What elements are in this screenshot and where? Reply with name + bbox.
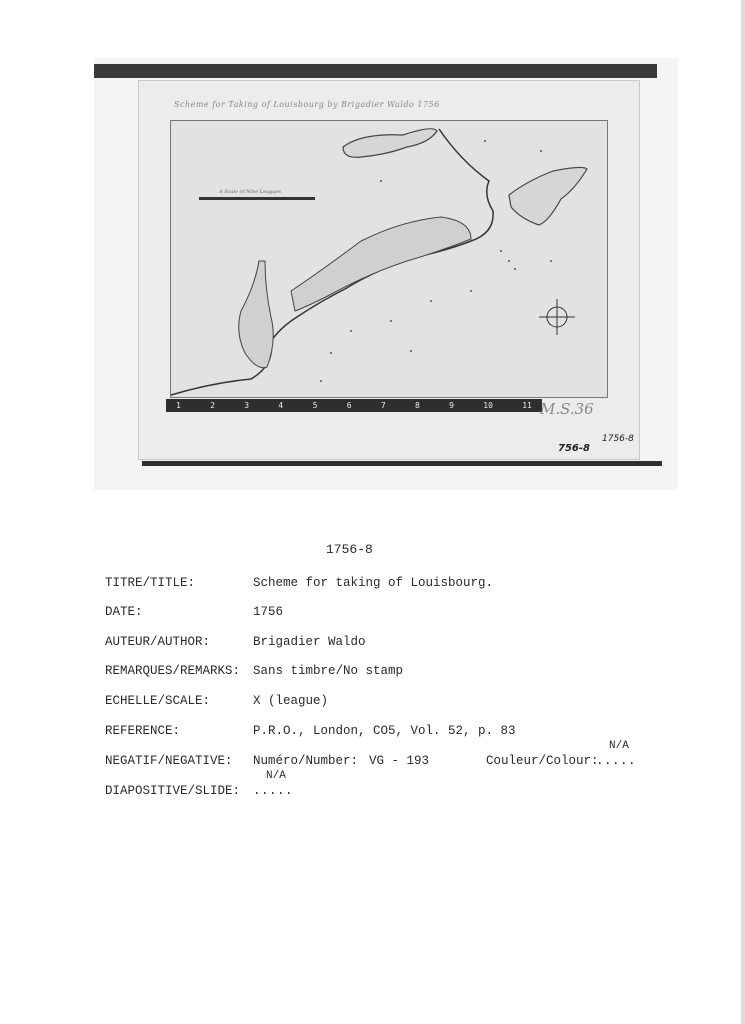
field-label: REMARQUES/REMARKS:	[105, 664, 241, 678]
field-label: NEGATIF/NEGATIVE:	[105, 754, 233, 768]
map-title: Scheme for Taking of Louisbourg by Brigadier Waldo 1756	[174, 100, 440, 109]
scale-number: 7	[380, 401, 386, 410]
field-value: 1756	[253, 605, 284, 619]
field-value: X (league)	[253, 694, 329, 708]
scale-number: 3	[244, 401, 250, 410]
north-island	[343, 129, 437, 158]
compass-rose-icon	[539, 299, 575, 335]
slide-field	[253, 770, 294, 798]
field-value: P.R.O., London, CO5, Vol. 52, p. 83	[253, 724, 516, 738]
scale-number: 4	[278, 401, 284, 410]
record-id: 1756-8	[326, 542, 373, 557]
scale-number: 5	[312, 401, 318, 410]
field-label: ECHELLE/SCALE:	[105, 694, 211, 708]
colour-value: N/A	[609, 740, 629, 752]
archive-mark: M.S.36	[540, 400, 594, 418]
scale-number: 1	[176, 401, 181, 410]
field-label: TITRE/TITLE:	[105, 576, 196, 590]
east-island	[509, 167, 587, 225]
scale-number: 8	[414, 401, 420, 410]
negative-number-value: VG - 193	[369, 754, 430, 768]
slide-value: N/A	[266, 770, 286, 782]
colour-dots: .....	[596, 754, 637, 768]
scale-bar	[199, 197, 315, 200]
field-label: DATE:	[105, 605, 143, 619]
photo-bottom-band	[142, 461, 662, 466]
map-frame	[170, 120, 608, 398]
scale-number: 10	[483, 401, 493, 410]
colour-field	[596, 740, 637, 768]
field-label: REFERENCE:	[105, 724, 181, 738]
photo-number-secondary: 1756-8	[602, 434, 634, 444]
scale-number: 11	[522, 401, 532, 410]
map-drawing	[171, 121, 607, 397]
field-label: AUTEUR/AUTHOR:	[105, 635, 211, 649]
field-value: Scheme for taking of Louisbourg.	[253, 576, 494, 590]
slide-dots: .....	[253, 784, 294, 798]
scale-number: 2	[210, 401, 215, 410]
field-value: Brigadier Waldo	[253, 635, 366, 649]
negative-number-label: Numéro/Number:	[253, 754, 359, 768]
scale-number: 6	[346, 401, 352, 410]
peninsula	[291, 217, 471, 311]
west-land	[239, 261, 274, 368]
page-edge	[741, 0, 745, 1024]
scale-strip	[166, 399, 542, 412]
field-label: DIAPOSITIVE/SLIDE:	[105, 784, 241, 798]
scale-number: 9	[449, 401, 454, 410]
colour-label: Couleur/Colour:	[486, 754, 599, 768]
map-photograph	[94, 58, 678, 490]
photo-number: 756-8	[558, 443, 590, 454]
field-value: Sans timbre/No stamp	[253, 664, 404, 678]
scale-caption: A Scale of Nine Leagues	[219, 189, 281, 195]
photo-top-band	[94, 64, 657, 78]
